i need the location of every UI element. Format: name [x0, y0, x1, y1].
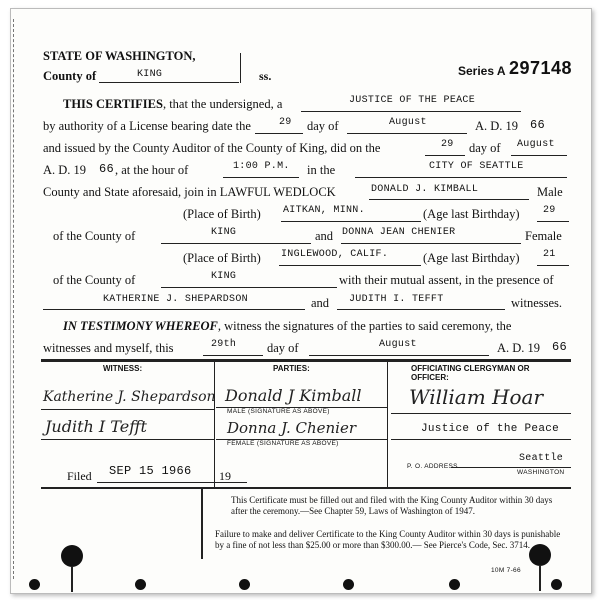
- hour-value: 1:00 P.M.: [233, 161, 290, 172]
- series-label: Series A: [458, 64, 506, 78]
- license-year: 66: [530, 118, 546, 132]
- bride-age-line: [537, 265, 569, 266]
- ceremony-dayof: day of: [469, 141, 501, 155]
- signature-grid-bottom: [41, 487, 571, 489]
- issued-text: and issued by the County Auditor of the County of King, did on the: [43, 141, 381, 155]
- parties-header: PARTIES:: [273, 364, 310, 373]
- officer-city: Seattle: [519, 453, 564, 464]
- bride-county-label: of the County of: [53, 273, 136, 287]
- witness2-line: [337, 309, 505, 310]
- binder-hole-left: [61, 545, 83, 567]
- ceremony-ad: A. D. 19: [43, 163, 87, 177]
- witness2-sig-line: [41, 439, 214, 440]
- notice-rule: [201, 487, 203, 559]
- groom-age-line: [537, 221, 569, 222]
- ceremony-day-line: [425, 155, 465, 156]
- groom-age-label: (Age last Birthday): [423, 207, 520, 221]
- groom-county-line: [161, 243, 311, 244]
- form-code: 10M 7-66: [491, 567, 521, 574]
- county-value: KING: [137, 69, 163, 80]
- hour-line: [223, 177, 299, 178]
- assent-text: with their mutual assent, in the presence of: [339, 273, 554, 287]
- binder-stem-right: [539, 565, 541, 591]
- in-the: in the: [307, 163, 336, 177]
- filed-date-stamp: SEP 15 1966: [109, 464, 192, 478]
- license-text-a: by authority of a License bearing date the: [43, 119, 251, 133]
- officiating-header: OFFICIATING CLERGYMAN OR: [411, 364, 530, 373]
- ceremony-month: August: [517, 139, 555, 150]
- filed-year-prefix: 19: [219, 469, 231, 483]
- license-text-c: A. D. 19: [475, 119, 519, 133]
- groom-age: 29: [543, 205, 556, 216]
- filed-label: Filed: [67, 469, 92, 483]
- marriage-certificate: [10, 8, 592, 594]
- certifies-word: THIS CERTIFIES: [63, 97, 163, 111]
- bride-name: DONNA JEAN CHENIER: [342, 227, 456, 238]
- license-day-line: [255, 133, 303, 134]
- bride-county-line: [161, 287, 337, 288]
- bride-pob: INGLEWOOD, CALIF.: [281, 249, 389, 260]
- female-sig-label: FEMALE (SIGNATURE AS ABOVE): [227, 440, 339, 447]
- officer-title: Justice of the Peace: [421, 423, 560, 435]
- groom-pob: AITKAN, MINN.: [283, 205, 365, 216]
- ceremony-day: 29: [441, 139, 454, 150]
- officiating-header-2: OFFICER:: [411, 373, 449, 382]
- sig-month-line: [309, 355, 489, 356]
- license-month-line: [347, 133, 467, 134]
- sig-month: August: [379, 339, 417, 350]
- sig-day-line: [203, 355, 263, 356]
- po-address-label: P. O. ADDRESS: [407, 463, 458, 470]
- witness2-name: JUDITH I. TEFFT: [349, 294, 444, 305]
- sig-ad: A. D. 19: [497, 341, 541, 355]
- certifies-rest: , that the undersigned, a: [162, 97, 283, 111]
- wedlock-text: County and State aforesaid, join in LAWFUL WEDLOCK: [43, 185, 336, 199]
- witness1-signature: Katherine J. Shepardson: [43, 389, 216, 405]
- sig-day: 29th: [211, 339, 237, 350]
- binder-stem-left: [71, 566, 73, 592]
- groom-county: KING: [211, 227, 237, 238]
- license-month: August: [389, 117, 427, 128]
- punch-hole-2: [135, 579, 146, 590]
- testimony-rest: , witness the signatures of the parties to said ceremony, the: [217, 319, 512, 333]
- punch-hole-5: [449, 579, 460, 590]
- witness1-sig-line: [41, 409, 214, 410]
- male-sig-label: MALE (SIGNATURE AS ABOVE): [227, 408, 330, 415]
- bride-age-label: (Age last Birthday): [423, 251, 520, 265]
- groom-county-label: of the County of: [53, 229, 136, 243]
- groom-pob-label: (Place of Birth): [183, 207, 261, 221]
- hour-text: , at the hour of: [115, 163, 189, 177]
- county-line: [99, 82, 239, 83]
- place-line: [355, 177, 567, 178]
- bride-pob-line: [279, 265, 421, 266]
- perforation-edge: [13, 19, 14, 579]
- and-word: and: [315, 229, 334, 243]
- signature-grid-top: [41, 359, 571, 362]
- male-label: Male: [537, 185, 563, 199]
- notice-paragraph-1: This Certificate must be filled out and filed with the King County Auditor within 30 days after the ceremony.—See Chapter 59, Laws of Washington of 1947.: [231, 495, 553, 516]
- license-text-b: day of: [307, 119, 339, 133]
- officer-state: WASHINGTON: [517, 469, 565, 476]
- groom-name: DONALD J. KIMBALL: [371, 184, 479, 195]
- groom-signature: Donald J Kimball: [225, 386, 362, 405]
- female-label: Female: [525, 229, 562, 243]
- punch-hole-1: [29, 579, 40, 590]
- bride-age: 21: [543, 249, 556, 260]
- bride-name-line: [341, 243, 521, 244]
- binder-hole-right: [529, 544, 551, 566]
- testimony-line: [63, 319, 511, 334]
- groom-pob-line: [281, 221, 421, 222]
- witness1-line: [43, 309, 305, 310]
- officer-signature: William Hoar: [409, 385, 544, 409]
- officiant-title: JUSTICE OF THE PEACE: [349, 95, 476, 106]
- officer-title-line: [391, 439, 571, 440]
- testimony-italic: IN TESTIMONY WHEREOF: [63, 319, 218, 333]
- witness-header: WITNESS:: [103, 364, 143, 373]
- place-value: CITY OF SEATTLE: [429, 161, 524, 172]
- sig-dayof: day of: [267, 341, 299, 355]
- ceremony-year: 66: [99, 162, 115, 176]
- and-word-2: and: [311, 296, 330, 310]
- punch-hole-3: [239, 579, 250, 590]
- punch-hole-4: [343, 579, 354, 590]
- punch-hole-6: [551, 579, 562, 590]
- notice-paragraph-2: Failure to make and deliver Certificate to the King County Auditor within 30 days is punishable by a fine of not less than $25.00 or more than $300.00.— See Pierce's Code, Sec. 3714.: [215, 529, 561, 550]
- certifies-line: [63, 97, 282, 112]
- groom-name-line: [369, 199, 529, 200]
- officer-sig-line: [391, 413, 571, 414]
- license-day: 29: [279, 117, 292, 128]
- state-title: STATE OF WASHINGTON,: [43, 49, 196, 63]
- officiant-line: [301, 111, 521, 112]
- ss-label: ss.: [259, 69, 272, 83]
- header-bracket: [240, 53, 241, 83]
- officer-address-line: [451, 467, 571, 468]
- grid-divider-1: [214, 359, 215, 487]
- ceremony-month-line: [511, 155, 567, 156]
- sig-year: 66: [552, 340, 568, 354]
- grid-divider-2: [387, 359, 388, 487]
- witness1-name: KATHERINE J. SHEPARDSON: [103, 294, 248, 305]
- witness2-signature: Judith I Tefft: [45, 417, 147, 436]
- witness-myself-text: witnesses and myself, this: [43, 341, 174, 355]
- serial-number: 297148: [509, 58, 573, 78]
- bride-pob-label: (Place of Birth): [183, 251, 261, 265]
- witnesses-word: witnesses.: [511, 296, 563, 310]
- bride-county: KING: [211, 271, 237, 282]
- bride-signature: Donna J. Chenier: [227, 419, 356, 437]
- county-label: County of: [43, 69, 97, 83]
